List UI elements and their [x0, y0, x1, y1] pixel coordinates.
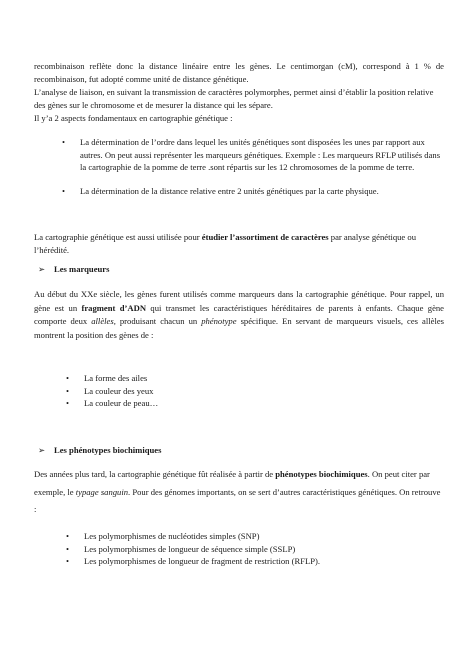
list-item-text: Les polymorphismes de longueur de fragment de restriction (RFLP). [84, 556, 321, 567]
phenotypes-list [66, 530, 448, 568]
heading-marqueurs [38, 263, 109, 276]
text-run: . Pour des génomes importants, on se sert d’autres caractéristiques génétiques. On retrouve : [34, 486, 441, 514]
bullet-icon: • [66, 556, 70, 567]
arrow-bullet-icon: ➢ [38, 264, 46, 274]
heading-text: Les phénotypes biochimiques [54, 445, 162, 455]
bullet-icon: • [66, 385, 70, 396]
intro-paragraph-3: Il y’a 2 aspects fondamentaux en cartographie génétique : [34, 113, 233, 123]
text-run: . On peut citer par exemple, le [34, 469, 430, 497]
text-bold: phénotypes biochimiques [275, 469, 368, 479]
list-item [66, 397, 448, 410]
intro-paragraph-2: L’analyse de liaison, en suivant la transmission de caractères polymorphes, permet ainsi d’établir la position relative des gènes sur le chromosome et de mesurer la distance qui les sépare. [34, 87, 434, 110]
text-run: spécifique. En servant de marqueurs visuels, ces allèles montrent la position des gènes de : [34, 316, 444, 340]
text-run: , produisant chacun un [113, 316, 202, 327]
text-run: Des années plus tard, la cartographie génétique fût réalisée à partir de [34, 469, 276, 479]
list-item-text: La forme des ailes [84, 373, 148, 383]
assortiment-text-end: par analyse génétique ou l’hérédité. [34, 232, 416, 255]
list-item [66, 555, 448, 568]
assortiment-text: La cartographie génétique est aussi utilisée pour [34, 232, 202, 242]
intro-paragraph-1: recombinaison reflète donc la distance linéaire entre les gènes. Le centimorgan (cM), correspond à 1 % de recombinaison, fut adopté comme unité de distance génétique. [34, 61, 444, 84]
text-run: qui transmet les caractéristiques héréditaires de parents à enfants. Chaque gène comporte deux [34, 302, 444, 327]
list-item [66, 372, 448, 385]
list-item [62, 136, 444, 174]
list-item-text: La couleur des yeux [84, 385, 154, 396]
bullet-icon: • [66, 398, 70, 409]
assortiment-paragraph [34, 231, 444, 256]
text-bold: fragment d’ADN [81, 302, 147, 313]
aspects-list [62, 136, 444, 197]
text-italic: typage sanguin [75, 486, 129, 497]
list-item [66, 543, 448, 556]
phenotypes-paragraph [34, 466, 444, 519]
bullet-icon: • [66, 531, 70, 541]
marqueurs-list [66, 372, 448, 410]
marqueurs-paragraph [34, 288, 444, 342]
list-item-text: La détermination de la distance relative entre 2 unités génétiques par la carte physique. [80, 185, 379, 196]
list-item-text: Les polymorphismes de nucléotides simples (SNP) [84, 531, 260, 541]
heading-phenotypes [38, 444, 161, 457]
arrow-bullet-icon: ➢ [38, 445, 46, 455]
bullet-icon: • [66, 373, 70, 383]
list-item-text: Les polymorphismes de longueur de séquence simple (SSLP) [84, 543, 296, 554]
bullet-icon: • [62, 137, 66, 147]
assortiment-bold: étudier l’assortiment de caractères [201, 232, 329, 242]
list-item-text: La couleur de peau… [84, 398, 159, 409]
text-italic: phénotype [201, 316, 237, 327]
list-item-text: La détermination de l’ordre dans lequel les unités génétiques sont disposées les unes par rapport aux autres. On peut aussi représenter les marqueurs génétiques. Exemple : Les marqueurs RFLP utilisés dans la cartographie de la pomme de terre .sont répartis sur les 12 chromosomes de la pomme de terre. [80, 137, 441, 173]
list-item [62, 185, 444, 198]
list-item [66, 385, 448, 398]
text-run: Au début du XXe siècle, les gènes furent utilisés comme marqueurs dans la cartographie génétique. Pour rappel, un gène est un [34, 289, 444, 313]
bullet-icon: • [62, 185, 66, 196]
text-italic: allèles [91, 316, 114, 327]
list-item [66, 530, 448, 543]
heading-text: Les marqueurs [54, 264, 110, 274]
bullet-icon: • [66, 543, 70, 554]
